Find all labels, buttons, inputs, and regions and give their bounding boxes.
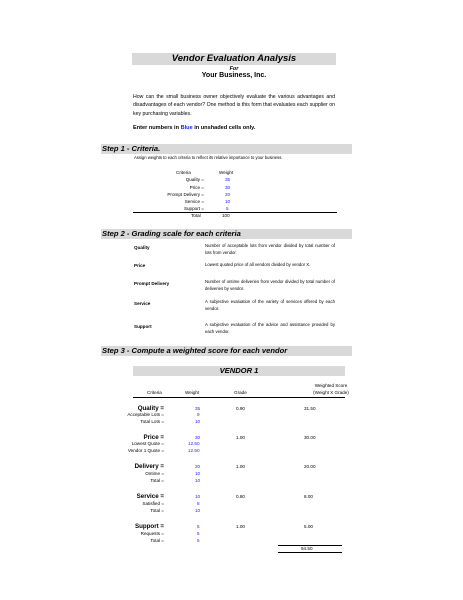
step1-row-value[interactable]: 20 <box>225 192 231 197</box>
col-score-2: (Weight X Grade) <box>313 390 349 395</box>
sub-label: Lowest Quote = <box>131 441 164 446</box>
grade-name: Quality <box>134 245 150 250</box>
group-score: 8.00 <box>304 494 313 499</box>
group-grade: 1.00 <box>236 524 245 529</box>
grade-desc: A subjective evaluation of the variety of services offered by each vendor. <box>205 299 335 311</box>
sub-label: Satisfied = <box>142 501 164 506</box>
grade-name: Price <box>134 263 146 268</box>
grade-name: Support <box>134 324 152 329</box>
group-grade: 0.80 <box>236 494 245 499</box>
group-grade: 1.00 <box>236 435 245 440</box>
grade-desc: Number of acceptable lots from vendor divided by total number of lots from vendor. <box>205 243 335 255</box>
sub-value[interactable]: 10 <box>195 471 201 476</box>
step1-title: Step 1 - Criteria. <box>101 144 352 154</box>
col-grade: Grade <box>234 390 247 395</box>
step1-row-value[interactable]: 35 <box>225 177 231 182</box>
sub-value[interactable]: 12.50 <box>188 448 200 453</box>
group-weight[interactable]: 35 <box>195 406 201 411</box>
step1-row-value[interactable]: 5 <box>226 206 229 211</box>
header-line <box>133 397 345 398</box>
col-weight: Weight <box>185 390 200 395</box>
sub-label: Vendor 1 Quote = <box>127 448 164 453</box>
step1-row-label: Service = <box>184 199 204 204</box>
step2-title: Step 2 - Grading scale for each criteria <box>101 229 352 239</box>
step3-title: Step 3 - Compute a weighted score for each vendor <box>101 346 352 356</box>
grade-name: Service <box>134 301 151 306</box>
sub-value[interactable]: 5 <box>197 531 200 536</box>
group-score: 20.00 <box>304 464 316 469</box>
step1-col-weight: Weight <box>219 170 234 175</box>
group-label-price: Price = <box>143 434 164 441</box>
sub-label: Total = <box>150 478 164 483</box>
group-weight[interactable]: 10 <box>195 494 201 499</box>
sub-label: Total = <box>150 538 164 543</box>
sub-label: Ontime = <box>145 471 164 476</box>
step1-total-line <box>133 212 337 213</box>
col-score-1: Weighted Score <box>314 383 348 388</box>
group-score: 31.50 <box>304 406 316 411</box>
sub-label: Total Lots = <box>140 419 164 424</box>
instruction-post: in unshaded cells only. <box>192 125 256 131</box>
grade-desc: A subjective evaluation of the advice and assistance provided by each vendor. <box>205 322 335 334</box>
total-score: 94.50 <box>301 546 313 551</box>
instruction-text <box>133 125 343 131</box>
sub-label: Acceptable Lots = <box>127 412 164 417</box>
col-criteria: Criteria <box>147 390 162 395</box>
step1-row-value[interactable]: 10 <box>225 199 231 204</box>
sub-label: Total = <box>150 508 164 513</box>
sub-value[interactable]: 12.50 <box>188 441 200 446</box>
group-grade: 1.00 <box>236 464 245 469</box>
sub-value[interactable]: 8 <box>197 501 200 506</box>
group-score: 30.00 <box>304 435 316 440</box>
total-line-bottom <box>278 552 342 553</box>
group-label-delivery: Delivery = <box>134 463 164 470</box>
intro-text: How can the small business owner objectively evaluate the various advantages and disadvantages of each vendor? One method is this form that evaluates each supplier on key purchasing variables. <box>133 94 335 117</box>
sub-value[interactable]: 9 <box>197 412 200 417</box>
sub-value[interactable]: 5 <box>197 538 200 543</box>
for-label: For <box>229 66 239 72</box>
group-label-support: Support = <box>134 523 164 530</box>
group-score: 5.00 <box>304 524 313 529</box>
instruction-blue: Blue <box>180 125 193 131</box>
group-weight[interactable]: 5 <box>197 524 200 529</box>
step1-total-label: Total <box>191 213 201 218</box>
step1-subtitle: Assign weights to each criteria to reflect its relative importance to your business. <box>134 155 283 160</box>
sub-value[interactable]: 10 <box>195 508 201 513</box>
vendor-header: VENDOR 1 <box>133 366 345 376</box>
grade-name: Prompt Delivery <box>134 281 170 286</box>
step1-row-value[interactable]: 30 <box>225 185 231 190</box>
group-label-service: Service = <box>136 493 164 500</box>
page-title: Vendor Evaluation Analysis <box>132 53 336 65</box>
sub-value[interactable]: 10 <box>195 478 201 483</box>
business-name: Your Business, Inc. <box>201 72 267 79</box>
group-label-quality: Quality = <box>137 405 164 412</box>
grade-desc: Lowest quoted price of all vendors divided by vendor X. <box>205 262 311 267</box>
step1-col-criteria: Criteria <box>176 170 191 175</box>
sub-value[interactable]: 10 <box>195 419 201 424</box>
group-weight[interactable]: 20 <box>195 464 201 469</box>
instruction-pre: Enter numbers in <box>133 125 181 131</box>
group-weight[interactable]: 30 <box>195 435 201 440</box>
grade-desc: Number of ontime deliveries from vendor divided by total number of deliveries by vendor. <box>205 279 335 291</box>
step1-row-label: Prompt Delivery = <box>167 192 204 197</box>
step1-row-label: Quality = <box>185 177 204 182</box>
group-grade: 0.90 <box>236 406 245 411</box>
step1-total-value: 100 <box>222 213 230 218</box>
step1-row-label: Support = <box>183 206 204 211</box>
sub-label: Requests = <box>140 531 164 536</box>
step1-row-label: Price = <box>189 185 204 190</box>
